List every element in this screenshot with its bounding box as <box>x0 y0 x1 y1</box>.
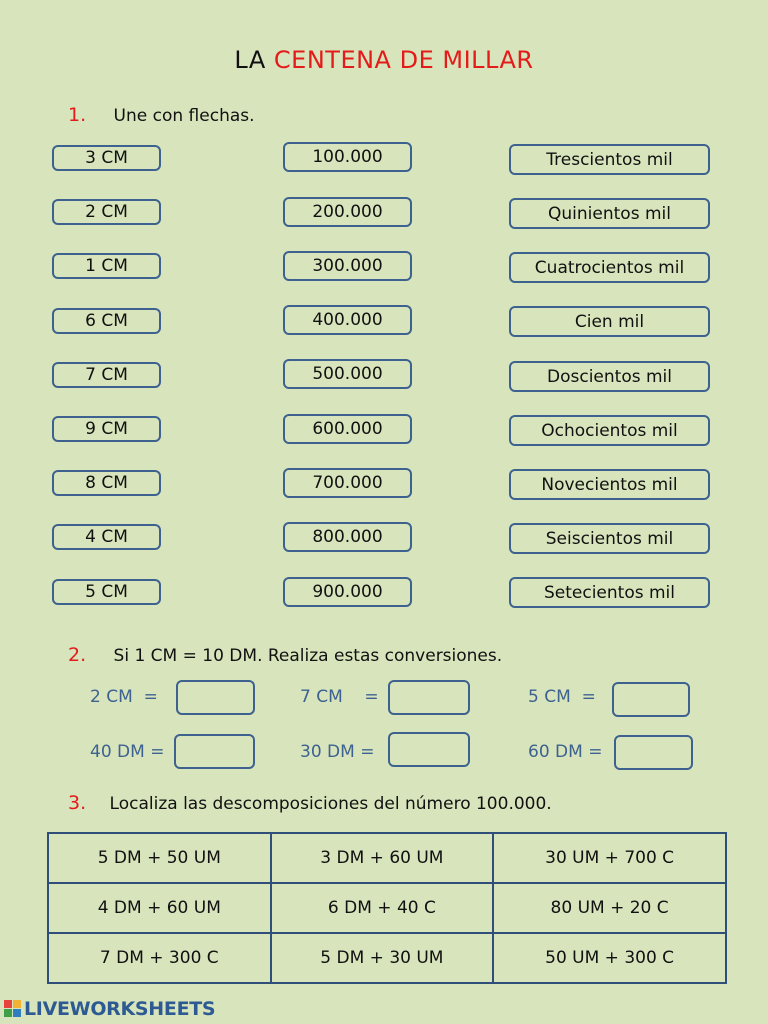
exercise-1-instruction: Une con flechas. <box>113 106 255 126</box>
words-box[interactable]: Setecientos mil <box>509 577 710 608</box>
number-box[interactable]: 600.000 <box>283 414 412 444</box>
number-box[interactable]: 300.000 <box>283 251 412 281</box>
number-box[interactable]: 200.000 <box>283 197 412 227</box>
decomposition-cell[interactable]: 4 DM + 60 UM <box>48 883 271 933</box>
decomposition-cell[interactable]: 7 DM + 300 C <box>48 933 271 983</box>
cm-box[interactable]: 1 CM <box>52 253 161 279</box>
title-prefix: LA <box>234 46 266 74</box>
number-box[interactable]: 500.000 <box>283 359 412 389</box>
exercise-1-heading <box>68 104 255 126</box>
words-box[interactable]: Trescientos mil <box>509 144 710 175</box>
words-box[interactable]: Cien mil <box>509 306 710 337</box>
conversion-answer-input[interactable] <box>176 680 255 715</box>
conversion-label: 40 DM = <box>90 742 165 762</box>
words-box[interactable]: Quinientos mil <box>509 198 710 229</box>
conversion-label: 60 DM = <box>528 742 603 762</box>
table-row <box>48 833 726 883</box>
decomposition-cell[interactable]: 30 UM + 700 C <box>493 833 726 883</box>
conversion-answer-input[interactable] <box>614 735 693 770</box>
cm-box[interactable]: 7 CM <box>52 362 161 388</box>
liveworksheets-logo-icon <box>4 1000 22 1018</box>
exercise-2-instruction: Si 1 CM = 10 DM. Realiza estas conversiones. <box>113 646 503 666</box>
conversion-answer-input[interactable] <box>174 734 255 769</box>
table-row <box>48 933 726 983</box>
conversion-label: 5 CM = <box>528 687 596 707</box>
footer-brand <box>4 998 215 1020</box>
decomposition-cell[interactable]: 3 DM + 60 UM <box>271 833 494 883</box>
table-row <box>48 883 726 933</box>
cm-box[interactable]: 9 CM <box>52 416 161 442</box>
number-box[interactable]: 700.000 <box>283 468 412 498</box>
decomposition-cell[interactable]: 5 DM + 30 UM <box>271 933 494 983</box>
decomposition-cell[interactable]: 6 DM + 40 C <box>271 883 494 933</box>
cm-box[interactable]: 4 CM <box>52 524 161 550</box>
conversion-answer-input[interactable] <box>612 682 690 717</box>
words-box[interactable]: Doscientos mil <box>509 361 710 392</box>
number-box[interactable]: 900.000 <box>283 577 412 607</box>
exercise-3-number: 3. <box>68 792 87 814</box>
exercise-3-heading <box>68 792 552 814</box>
number-box[interactable]: 400.000 <box>283 305 412 335</box>
conversion-answer-input[interactable] <box>388 732 470 767</box>
conversion-label: 7 CM = <box>300 687 379 707</box>
exercise-1-number: 1. <box>68 104 87 126</box>
cm-box[interactable]: 5 CM <box>52 579 161 605</box>
page-title <box>0 46 768 74</box>
number-box[interactable]: 800.000 <box>283 522 412 552</box>
decomposition-cell[interactable]: 5 DM + 50 UM <box>48 833 271 883</box>
exercise-2-number: 2. <box>68 644 87 666</box>
exercise-3-instruction: Localiza las descomposiciones del número 100.000. <box>109 794 552 814</box>
brand-name: LIVEWORKSHEETS <box>24 998 216 1020</box>
conversion-answer-input[interactable] <box>388 680 470 715</box>
conversion-label: 2 CM = <box>90 687 158 707</box>
words-box[interactable]: Novecientos mil <box>509 469 710 500</box>
conversion-label: 30 DM = <box>300 742 375 762</box>
decomposition-cell[interactable]: 80 UM + 20 C <box>493 883 726 933</box>
words-box[interactable]: Ochocientos mil <box>509 415 710 446</box>
cm-box[interactable]: 8 CM <box>52 470 161 496</box>
exercise-2-heading <box>68 644 502 666</box>
decomposition-table <box>47 832 727 984</box>
words-box[interactable]: Seiscientos mil <box>509 523 710 554</box>
cm-box[interactable]: 6 CM <box>52 308 161 334</box>
words-box[interactable]: Cuatrocientos mil <box>509 252 710 283</box>
cm-box[interactable]: 2 CM <box>52 199 161 225</box>
number-box[interactable]: 100.000 <box>283 142 412 172</box>
title-highlight: CENTENA DE MILLAR <box>273 46 534 74</box>
cm-box[interactable]: 3 CM <box>52 145 161 171</box>
decomposition-cell[interactable]: 50 UM + 300 C <box>493 933 726 983</box>
